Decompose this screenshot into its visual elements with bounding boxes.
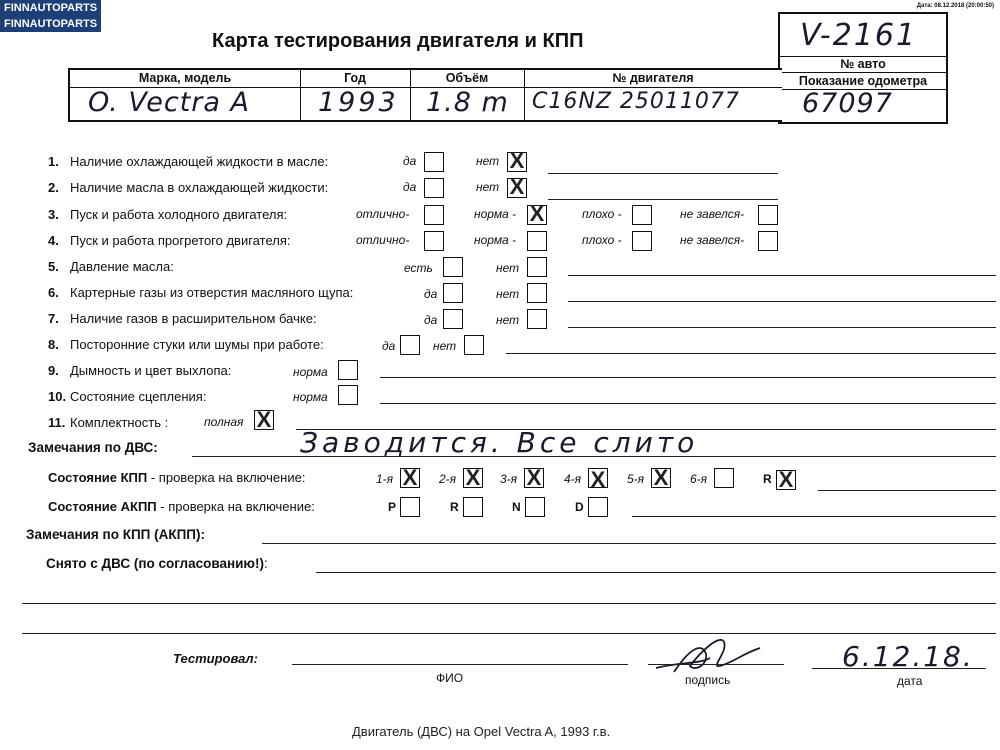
- check-4-no-start-checkbox[interactable]: [758, 231, 778, 251]
- check-2-opt2: нет: [476, 180, 500, 194]
- check-6-opt1: да: [424, 287, 438, 301]
- date-value: 6.12.18.: [842, 640, 974, 673]
- removed-label: [46, 556, 268, 571]
- date-label: дата: [897, 674, 923, 688]
- check-4-opt3: плохо -: [582, 233, 622, 247]
- check-3-excellent-checkbox[interactable]: [424, 205, 444, 225]
- check-4-number: 4.: [48, 233, 59, 248]
- volume-value: 1.8 m: [426, 87, 509, 118]
- check-5-yes-checkbox[interactable]: [443, 257, 463, 277]
- check-10-opt1: норма: [293, 390, 328, 404]
- akpp-line: [632, 516, 996, 517]
- akpp-p-label: P: [388, 500, 397, 514]
- check-11-opt1: полная: [204, 415, 244, 429]
- check-3-opt3: плохо -: [582, 207, 622, 221]
- check-7-yes-checkbox[interactable]: [443, 309, 463, 329]
- check-1-opt1: да: [403, 154, 417, 168]
- gear-5-label: 5-я: [627, 472, 645, 486]
- date-stamp: Дата: 08.12.2018 (20:00:50): [916, 3, 994, 9]
- make-model-value: O. Vectra A: [88, 87, 250, 118]
- gear-1-mark: X: [402, 465, 418, 490]
- check-4-bad-checkbox[interactable]: [632, 231, 652, 251]
- tested-label: Тестировал:: [173, 651, 258, 666]
- check-11-number: 11.: [48, 415, 66, 430]
- gear-6-label: 6-я: [690, 472, 708, 486]
- make-model-label: Марка, модель: [138, 71, 232, 85]
- year-label: Год: [344, 71, 366, 85]
- check-8-opt2: нет: [433, 339, 457, 353]
- dvs-remarks-value: Заводится. Все слито: [300, 426, 699, 459]
- check-8-number: 8.: [48, 337, 59, 352]
- kpp-check-label: [48, 470, 305, 485]
- watermark-line-1: FINNAUTOPARTS: [0, 0, 101, 16]
- gear-6-checkbox[interactable]: [714, 468, 734, 488]
- check-6-line: [568, 301, 996, 302]
- check-3-normal-mark: X: [529, 201, 545, 226]
- check-6-yes-checkbox[interactable]: [443, 283, 463, 303]
- check-1-no-mark: X: [509, 148, 525, 173]
- check-9-number: 9.: [48, 363, 59, 378]
- check-11-text: Комплектность :: [70, 415, 169, 430]
- date-line: [812, 668, 986, 669]
- check-3-opt2: норма -: [474, 207, 517, 221]
- check-5-opt1: есть: [404, 261, 433, 275]
- akpp-suffix: - проверка на включение:: [156, 499, 315, 514]
- check-6-no-checkbox[interactable]: [527, 283, 547, 303]
- check-1-text: Наличие охлаждающей жидкости в масле:: [70, 154, 329, 169]
- kpp-remarks-label: Замечания по КПП (АКПП):: [26, 527, 205, 542]
- check-4-excellent-checkbox[interactable]: [424, 231, 444, 251]
- photo-caption: Двигатель (ДВС) на Opel Vectra A, 1993 г.в.: [352, 724, 611, 739]
- akpp-r-label: R: [450, 500, 459, 514]
- year-value: 1993: [318, 87, 399, 118]
- extra-line-1: [22, 603, 996, 604]
- kpp-label: Состояние КПП: [48, 470, 148, 485]
- check-6-text: Картерные газы из отверстия масляного щупа:: [70, 285, 354, 300]
- dvs-remarks-label: Замечания по ДВС:: [28, 440, 158, 455]
- check-3-opt4: не завелся-: [680, 207, 745, 221]
- akpp-d-checkbox[interactable]: [588, 497, 608, 517]
- odometer-label: Показание одометра: [798, 74, 928, 88]
- check-3-number: 3.: [48, 207, 59, 222]
- kpp-remarks-line: [262, 543, 996, 544]
- check-6-opt2: нет: [496, 287, 520, 301]
- removed-label-tail: :: [263, 556, 268, 571]
- check-4-opt2: норма -: [474, 233, 517, 247]
- extra-line-2: [22, 633, 996, 634]
- gear-4-mark: X: [590, 467, 606, 492]
- signature-label: подпись: [685, 673, 731, 687]
- check-3-no-start-checkbox[interactable]: [758, 205, 778, 225]
- gear-2-mark: X: [465, 465, 481, 490]
- akpp-n-label: N: [512, 500, 521, 514]
- check-3-text: Пуск и работа холодного двигателя:: [70, 207, 288, 222]
- check-5-text: Давление масла:: [70, 259, 174, 274]
- check-10-normal-checkbox[interactable]: [338, 385, 358, 405]
- check-8-no-checkbox[interactable]: [464, 335, 484, 355]
- check-11-complete-mark: X: [256, 407, 272, 432]
- check-5-opt2: нет: [496, 261, 520, 275]
- check-7-opt2: нет: [496, 313, 520, 327]
- check-2-line: [548, 199, 778, 200]
- check-4-text: Пуск и работа прогретого двигателя:: [70, 233, 291, 248]
- akpp-n-checkbox[interactable]: [525, 497, 545, 517]
- car-number-label: № авто: [840, 57, 886, 71]
- akpp-d-label: D: [575, 500, 584, 514]
- car-number-value: V-2161: [800, 18, 918, 53]
- signature-line: [648, 664, 784, 665]
- gear-r-label: R: [763, 472, 772, 486]
- check-5-line: [568, 275, 996, 276]
- check-10-number: 10.: [48, 389, 67, 404]
- check-2-opt1: да: [403, 180, 417, 194]
- dvs-remarks-line: [192, 456, 996, 457]
- check-6-number: 6.: [48, 285, 59, 300]
- check-10-line: [380, 403, 996, 404]
- gear-4-label: 4-я: [564, 472, 582, 486]
- check-9-normal-checkbox[interactable]: [338, 360, 358, 380]
- removed-line: [316, 572, 996, 573]
- check-1-opt2: нет: [476, 154, 500, 168]
- check-5-no-checkbox[interactable]: [527, 257, 547, 277]
- form-title: Карта тестирования двигателя и КПП: [212, 30, 584, 52]
- kpp-suffix: - проверка на включение:: [147, 470, 306, 485]
- removed-label-bold: Снято с ДВС (по согласованию!): [46, 556, 264, 571]
- check-3-opt1: отлично-: [356, 207, 410, 221]
- kpp-line: [818, 490, 996, 491]
- check-2-no-mark: X: [509, 174, 525, 199]
- engine-value: C16NZ 25011077: [532, 89, 740, 114]
- check-7-no-checkbox[interactable]: [527, 309, 547, 329]
- check-2-yes-checkbox[interactable]: [424, 178, 444, 198]
- check-9-line: [380, 377, 996, 378]
- odometer-value: 67097: [802, 88, 893, 119]
- check-1-line: [548, 173, 778, 174]
- watermark-line-2: FINNAUTOPARTS: [0, 16, 101, 32]
- vehicle-info-table: [68, 68, 782, 122]
- akpp-label: Состояние АКПП: [48, 499, 157, 514]
- akpp-check-label: [48, 499, 315, 514]
- check-7-line: [568, 327, 996, 328]
- gear-5-mark: X: [653, 465, 669, 490]
- gear-2-label: 2-я: [439, 472, 457, 486]
- check-1-yes-checkbox[interactable]: [424, 152, 444, 172]
- check-8-yes-checkbox[interactable]: [400, 335, 420, 355]
- check-5-number: 5.: [48, 259, 59, 274]
- fio-line: [292, 664, 628, 665]
- check-7-text: Наличие газов в расширительном бачке:: [70, 311, 317, 326]
- gear-1-label: 1-я: [376, 472, 394, 486]
- check-3-bad-checkbox[interactable]: [632, 205, 652, 225]
- gear-r-mark: X: [778, 467, 794, 492]
- check-7-opt1: да: [424, 313, 438, 327]
- check-9-text: Дымность и цвет выхлопа:: [70, 363, 232, 378]
- check-2-number: 2.: [48, 180, 59, 195]
- gear-3-mark: X: [526, 465, 542, 490]
- gear-3-label: 3-я: [500, 472, 518, 486]
- akpp-r-checkbox[interactable]: [463, 497, 483, 517]
- check-1-number: 1.: [48, 154, 59, 169]
- check-7-number: 7.: [48, 311, 59, 326]
- check-8-opt1: да: [382, 339, 396, 353]
- check-10-text: Состояние сцепления:: [70, 389, 207, 404]
- check-9-opt1: норма: [293, 365, 328, 379]
- check-4-opt1: отлично-: [356, 233, 410, 247]
- check-8-text: Посторонние стуки или шумы при работе:: [70, 337, 324, 352]
- check-4-opt4: не завелся-: [680, 233, 745, 247]
- akpp-p-checkbox[interactable]: [400, 497, 420, 517]
- check-2-text: Наличие масла в охлаждающей жидкости:: [70, 180, 329, 195]
- fio-label: ФИО: [436, 671, 464, 685]
- engine-label: № двигателя: [612, 71, 694, 85]
- check-4-normal-checkbox[interactable]: [527, 231, 547, 251]
- volume-label: Объём: [445, 71, 489, 85]
- check-8-line: [506, 353, 996, 354]
